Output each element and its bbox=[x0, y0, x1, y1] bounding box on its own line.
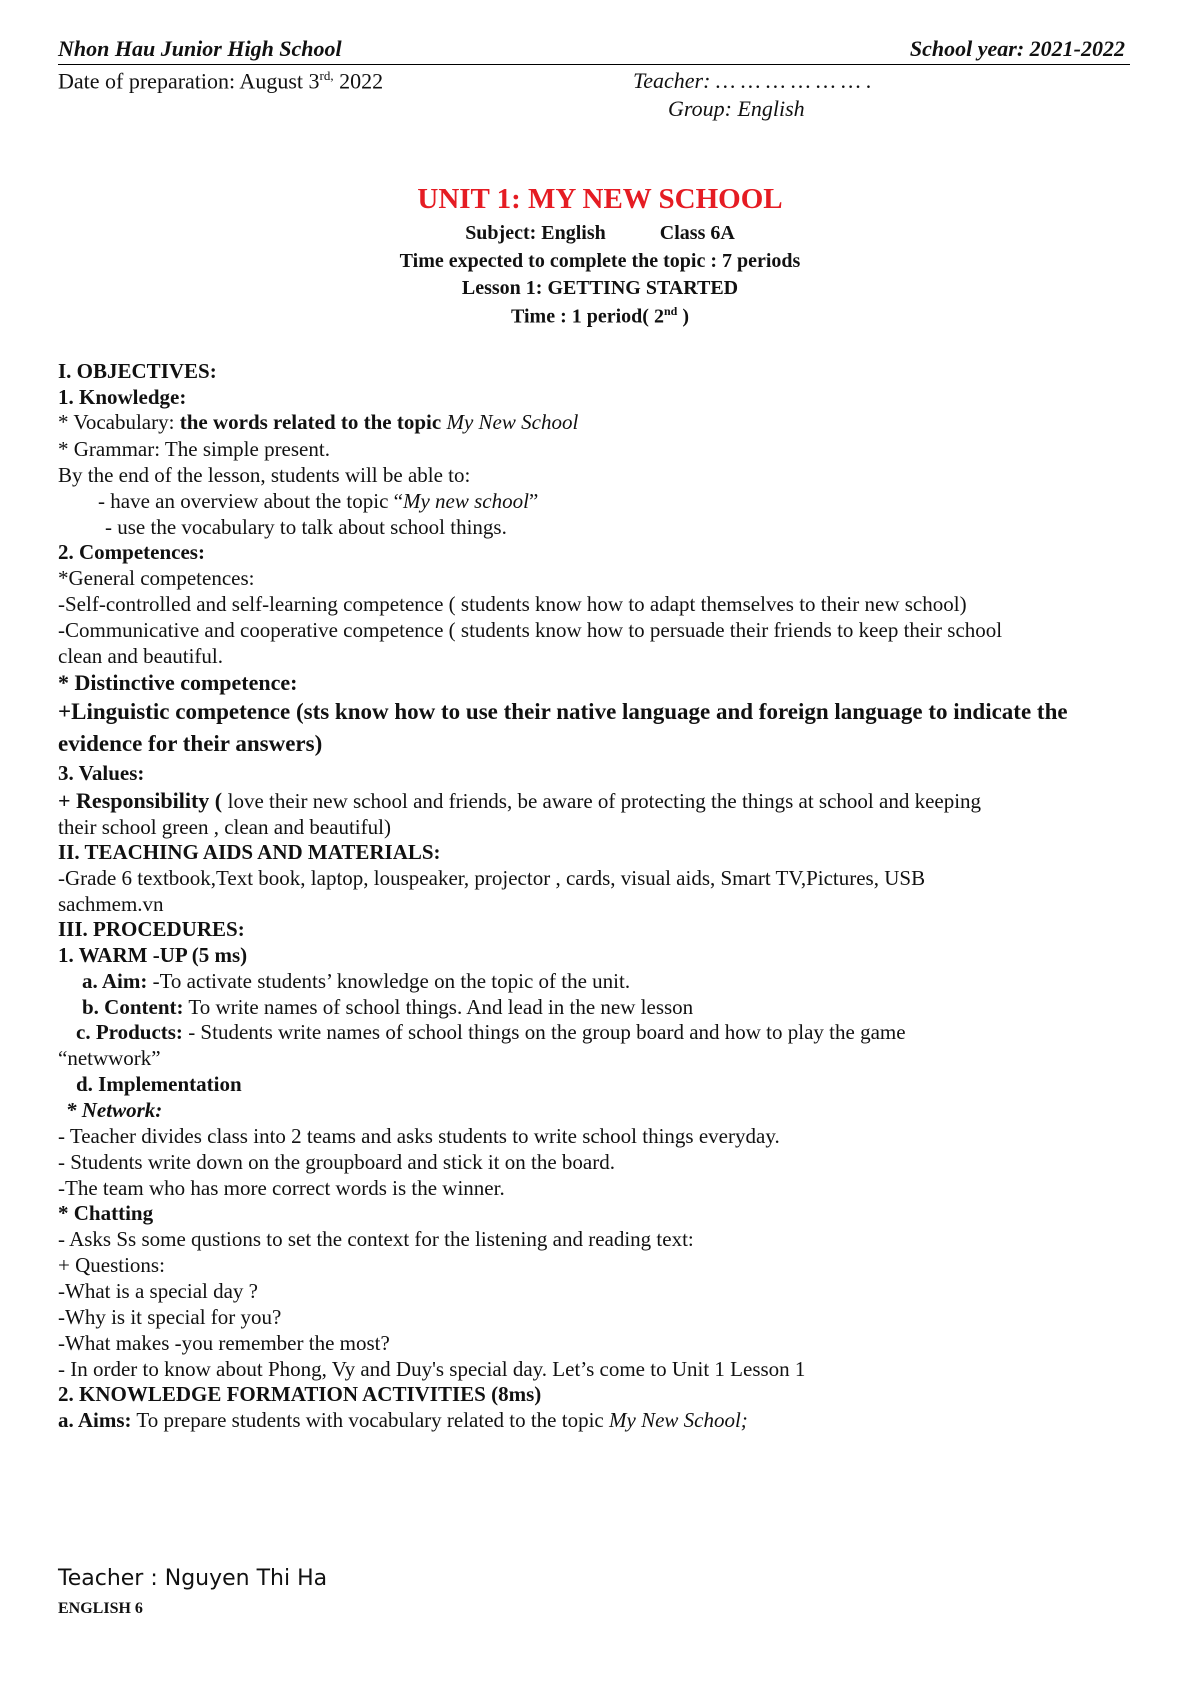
time-expected: Time expected to complete the topic : 7 periods bbox=[399, 250, 801, 272]
question-2: -Why is it special for you? bbox=[58, 1305, 282, 1329]
general-competences: *General competences: bbox=[58, 566, 255, 590]
aims-line: a. Aims: To prepare students with vocabulary related to the topic My New School; bbox=[58, 1408, 748, 1432]
period-line: Time : 1 period( 2nd ) bbox=[511, 304, 689, 328]
linguistic-cont: evidence for their answers) bbox=[58, 731, 323, 756]
preparation-date: Date of preparation: August $3^{rd,}$ 2022 bbox=[58, 68, 384, 94]
chatting-heading: * Chatting bbox=[58, 1201, 154, 1225]
network-step-2: - Students write down on the groupboard and stick it on the board. bbox=[58, 1150, 615, 1174]
values-heading: 3. Values: bbox=[58, 761, 145, 785]
chatting-line: - Asks Ss some qustions to set the context for the listening and reading text: bbox=[58, 1227, 694, 1251]
teaching-aids-cont: sachmem.vn bbox=[58, 892, 164, 916]
communicative-line: -Communicative and cooperative competence ( students know how to persuade their friends to keep their school bbox=[58, 618, 1003, 642]
footer-subject: ENGLISH 6 bbox=[58, 1600, 143, 1617]
communicative-cont: clean and beautiful. bbox=[58, 644, 224, 668]
responsibility-line: + Responsibility ( love their new school and friends, be aware of protecting the things at school and keeping bbox=[58, 788, 982, 813]
self-controlled-line: -Self-controlled and self-learning competence ( students know how to adapt themselves to their new school) bbox=[58, 592, 967, 616]
lesson-title: Lesson 1: GETTING STARTED bbox=[461, 277, 739, 299]
knowledge-formation-heading: 2. KNOWLEDGE FORMATION ACTIVITIES (8ms) bbox=[58, 1382, 542, 1406]
products-line: c. Products: - Students write names of school things on the group board and how to play the game bbox=[76, 1020, 906, 1044]
teaching-aids-heading: II. TEACHING AIDS AND MATERIALS: bbox=[58, 840, 441, 864]
products-cont: “netwwork” bbox=[58, 1046, 161, 1070]
teacher-field: Teacher: … … … … … … . bbox=[633, 68, 872, 93]
overview-line: - have an overview about the topic “My new school” bbox=[98, 489, 539, 513]
question-3: -What makes -you remember the most? bbox=[58, 1331, 390, 1355]
distinctive-heading: * Distinctive competence: bbox=[58, 670, 298, 695]
by-end-line: By the end of the lesson, students will be able to: bbox=[58, 463, 471, 487]
subject-class-line: Subject: English Class 6A bbox=[465, 222, 735, 244]
implementation-heading: d. Implementation bbox=[76, 1072, 242, 1096]
knowledge-heading: 1. Knowledge: bbox=[58, 385, 187, 409]
teaching-aids-line: -Grade 6 textbook,Text book, laptop, louspeaker, projector , cards, visual aids, Smart TV,Pictures, USB bbox=[58, 866, 926, 890]
linguistic-line: +Linguistic competence (sts know how to use their native language and foreign language to indicate the bbox=[58, 699, 1068, 724]
network-step-3: -The team who has more correct words is the winner. bbox=[58, 1176, 505, 1200]
footer-teacher: Teacher : Nguyen Thi Ha bbox=[58, 1566, 328, 1591]
content-line: b. Content: To write names of school things. And lead in the new lesson bbox=[82, 995, 694, 1019]
competences-heading: 2. Competences: bbox=[58, 540, 205, 564]
grammar-line: * Grammar: The simple present. bbox=[58, 437, 330, 461]
questions-label: + Questions: bbox=[58, 1253, 165, 1277]
responsibility-cont: their school green , clean and beautiful) bbox=[58, 815, 391, 839]
vocabulary-line: * Vocabulary: the words related to the topic My New School bbox=[58, 410, 579, 434]
lead-in-line: - In order to know about Phong, Vy and Duy's special day. Let’s come to Unit 1 Lesson 1 bbox=[58, 1357, 806, 1381]
use-vocab-line: - use the vocabulary to talk about school things. bbox=[105, 515, 507, 539]
warmup-heading: 1. WARM -UP (5 ms) bbox=[58, 943, 248, 967]
network-heading: * Network: bbox=[66, 1098, 163, 1122]
network-step-1: - Teacher divides class into 2 teams and asks students to write school things everyday. bbox=[58, 1124, 780, 1148]
page-header bbox=[58, 36, 1130, 65]
unit-title: UNIT 1: MY NEW SCHOOL bbox=[417, 183, 783, 215]
aim-line: a. Aim: -To activate students’ knowledge on the topic of the unit. bbox=[82, 969, 631, 993]
procedures-heading: III. PROCEDURES: bbox=[58, 917, 245, 941]
group-field: Group: English bbox=[668, 96, 805, 121]
objectives-heading: I. OBJECTIVES: bbox=[58, 359, 217, 383]
school-name: Nhon Hau Junior High School bbox=[58, 36, 342, 61]
question-1: -What is a special day ? bbox=[58, 1279, 258, 1303]
school-year: School year: 2021-2022 bbox=[909, 36, 1125, 61]
